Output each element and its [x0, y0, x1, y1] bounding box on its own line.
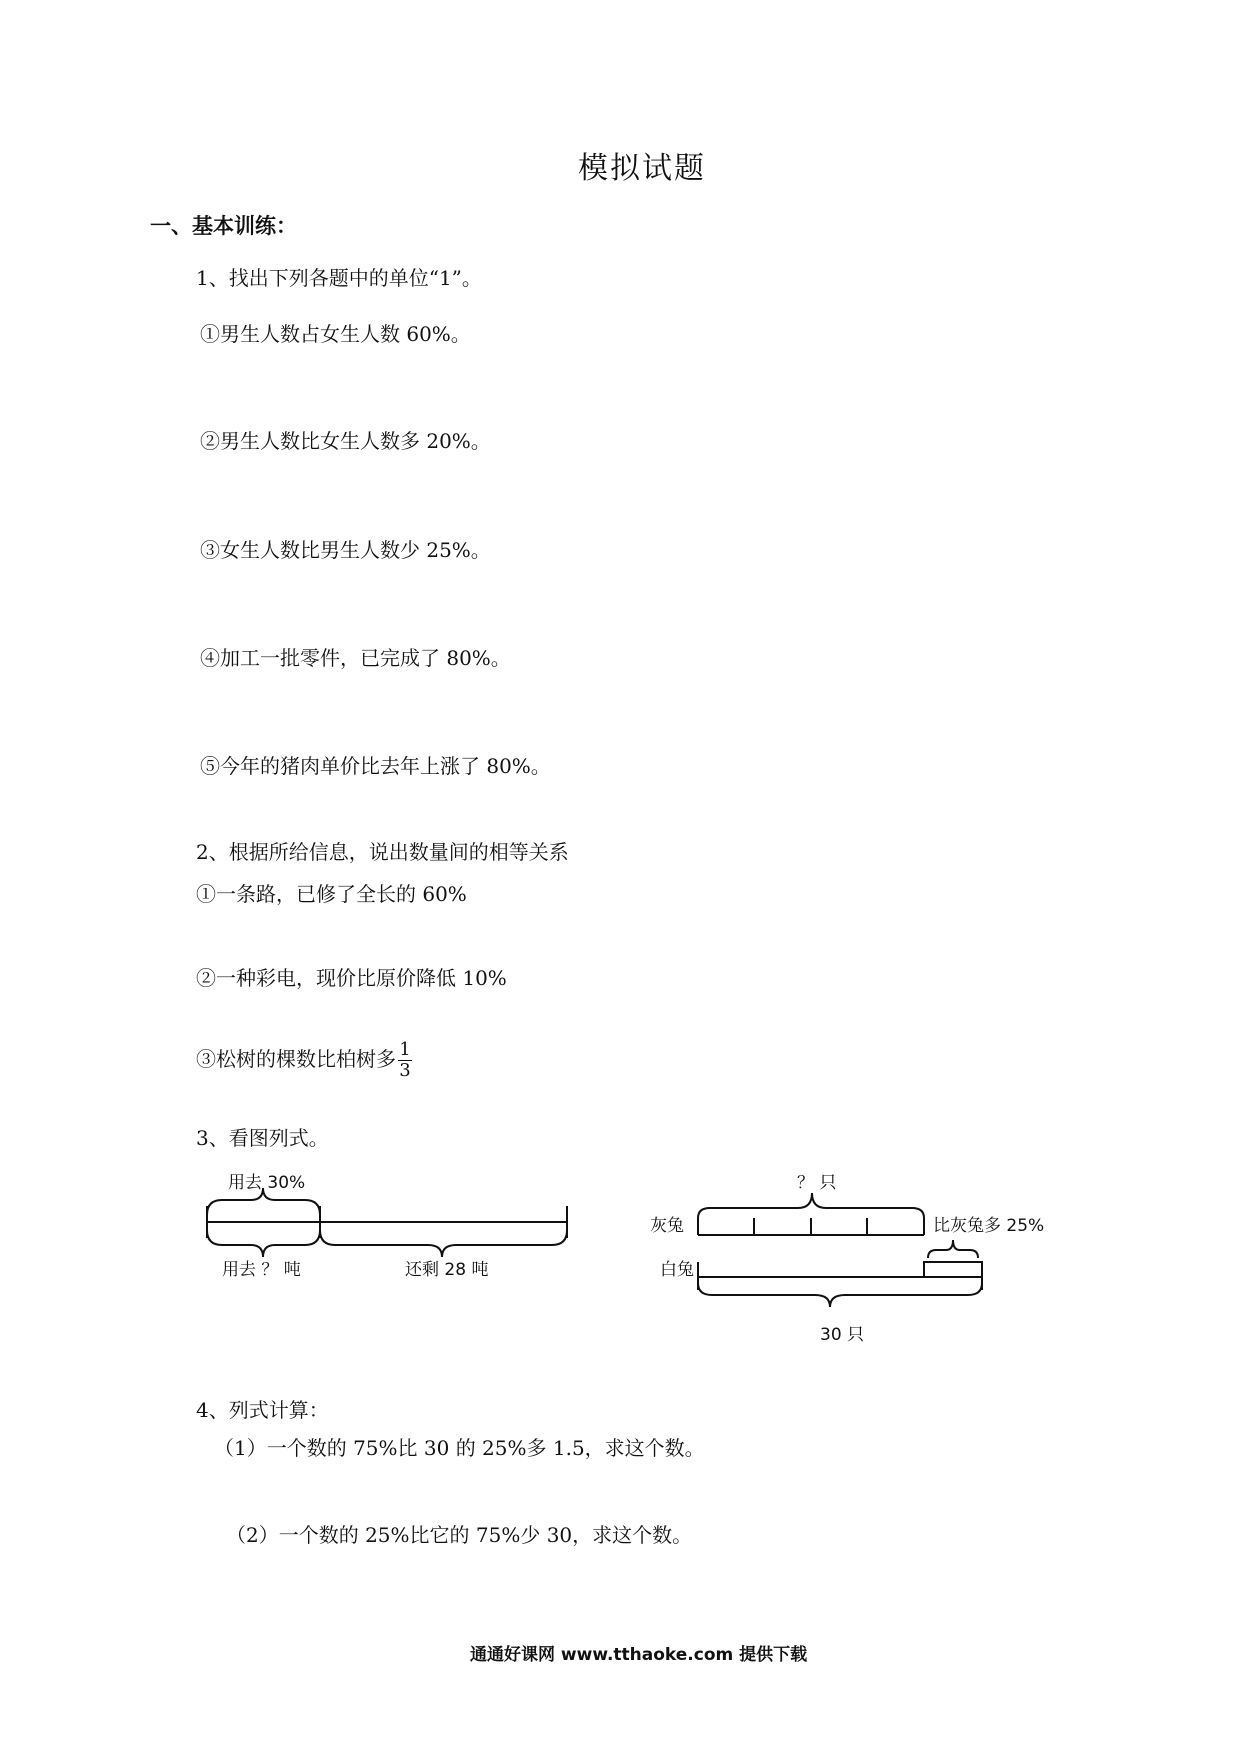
- q2-item-1: ①一条路，已修了全长的 60%: [196, 882, 467, 906]
- fraction-numerator: 1: [399, 1039, 411, 1060]
- d2-extra-brace: [928, 1240, 978, 1258]
- q2-item-3-text: ③松树的棵数比柏树多: [196, 1047, 396, 1071]
- q4-item-1: （1）一个数的 75%比 30 的 25%多 1.5，求这个数。: [214, 1436, 705, 1460]
- page-title: 模拟试题: [578, 151, 706, 186]
- d2-white-rabbit-label: 白兔: [660, 1260, 694, 1280]
- q1-item-1: ①男生人数占女生人数 60%。: [200, 322, 471, 346]
- d2-bottom-label: 30 只: [820, 1325, 865, 1345]
- q1-item-2: ②男生人数比女生人数多 20%。: [200, 429, 491, 453]
- d1-bottom-right-label: 还剩 28 吨: [405, 1260, 489, 1280]
- section-heading-basic-training: 一、基本训练：: [150, 214, 297, 238]
- d1-bottom-right-brace: [320, 1230, 567, 1257]
- q4-item-2: （2）一个数的 25%比它的 75%少 30，求这个数。: [226, 1523, 693, 1547]
- d2-top-label: ？ 只: [797, 1173, 837, 1193]
- d1-bottom-left-brace: [207, 1230, 320, 1257]
- d2-extra-label: 比灰兔多 25%: [933, 1216, 1045, 1236]
- q4-heading: 4、列式计算：: [196, 1398, 329, 1422]
- q2-item-2: ②一种彩电，现价比原价降低 10%: [196, 966, 507, 990]
- d2-gray-rabbit-label: 灰兔: [650, 1216, 684, 1236]
- q1-item-5: ⑤今年的猪肉单价比去年上涨了 80%。: [200, 754, 551, 778]
- q1-item-3: ③女生人数比男生人数少 25%。: [200, 538, 491, 562]
- q1-heading: 1、找出下列各题中的单位“1”。: [196, 266, 482, 290]
- footer-credit: 通通好课网 www.tthaoke.com 提供下载: [470, 1645, 808, 1665]
- q1-item-4: ④加工一批零件，已完成了 80%。: [200, 646, 511, 670]
- d2-bottom-brace: [698, 1283, 982, 1307]
- fraction-denominator: 3: [399, 1060, 411, 1081]
- q3-heading: 3、看图列式。: [196, 1126, 329, 1150]
- d1-bottom-left-label: 用去 ？ 吨: [222, 1260, 301, 1280]
- q2-heading: 2、根据所给信息，说出数量间的相等关系: [196, 840, 569, 864]
- d1-top-brace: [207, 1188, 320, 1215]
- d1-top-label: 用去 30%: [228, 1173, 306, 1193]
